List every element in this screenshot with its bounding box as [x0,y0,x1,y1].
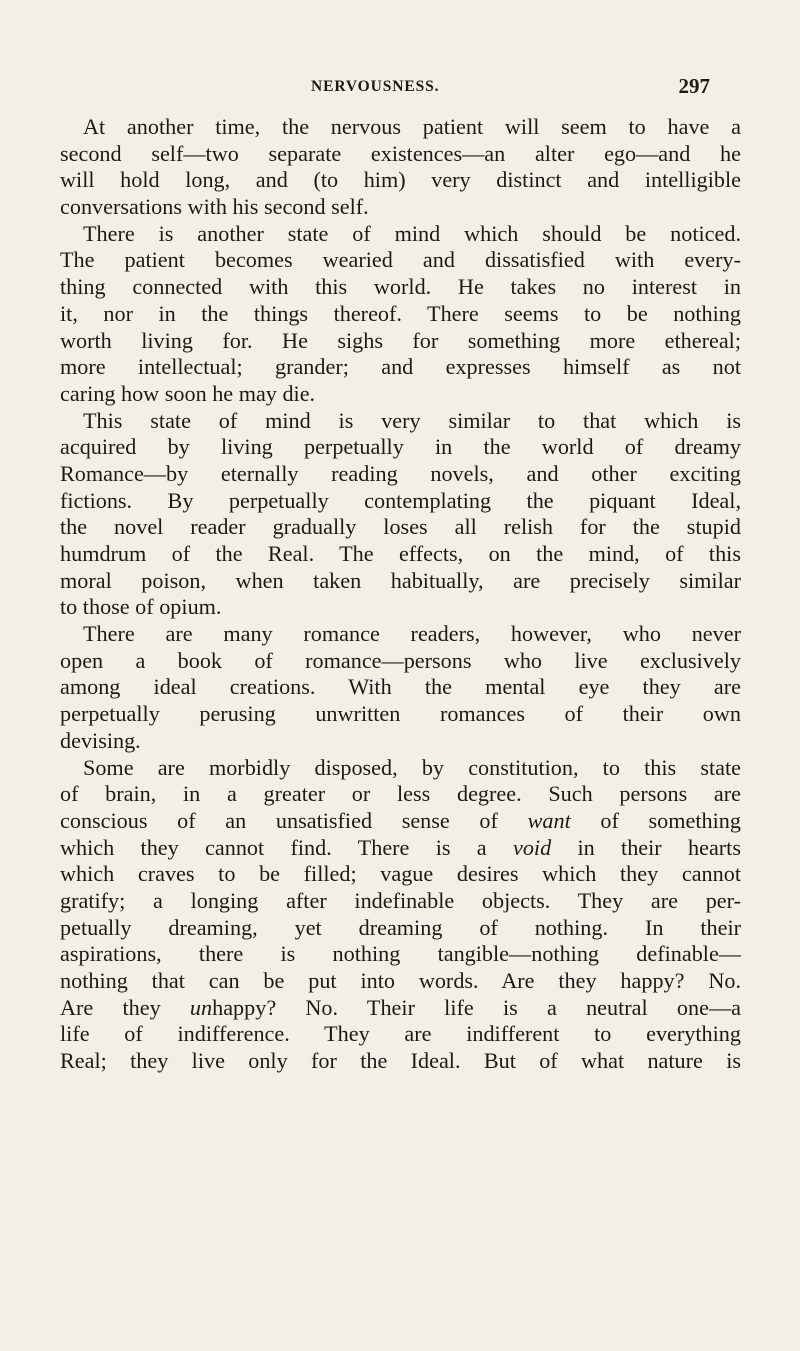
chapter-title: NERVOUSNESS. [311,78,440,95]
text-line: Are they unhappy? No. Their life is a neutral one—a [60,994,741,1020]
text-line: nothing that can be put into words. Are they happy? No. [60,968,741,993]
text-line: petually dreaming, yet dreaming of nothing. In their [60,914,741,940]
text-line: among ideal creations. With the mental eye they are [60,674,741,700]
text-line: Real; they live only for the Ideal. But of what nature is [60,1048,741,1074]
running-head [60,74,740,104]
text-line: to those of opium. [60,594,222,620]
text-line: gratify; a longing after indefinable objects. They are per- [60,887,741,913]
text-line: moral poison, when taken habitually, are precisely similar [60,567,741,593]
text-line: This state of mind is very similar to that which is [83,407,741,433]
text-line: open a book of romance—persons who live exclusively [60,647,741,673]
text-line: devising. [60,727,141,753]
text-line: second self—two separate existences—an alter ego—and he [60,140,741,166]
text-line: fictions. By perpetually contemplating the piquant Ideal, [60,487,741,513]
text-line: The patient becomes wearied and dissatisfied with every- [60,247,741,273]
text-line: At another time, the nervous patient will seem to have a [83,114,741,139]
text-line: thing connected with this world. He takes no interest in [60,274,741,300]
text-line: conscious of an unsatisfied sense of want of something [60,807,741,833]
text-line: perpetually perusing unwritten romances of their own [60,701,741,727]
text-line: of brain, in a greater or less degree. Such persons are [60,781,741,807]
text-line: acquired by living perpetually in the world of dreamy [60,434,741,460]
body-text [60,114,741,1075]
text-line: Romance—by eternally reading novels, and other exciting [60,460,741,486]
text-line: worth living for. He sighs for something more ethereal; [60,327,741,353]
text-line: the novel reader gradually loses all relish for the stupid [60,514,741,540]
text-line: conversations with his second self. [60,194,369,220]
text-line: There is another state of mind which should be noticed. [83,220,741,246]
text-line: There are many romance readers, however, who never [83,621,741,647]
text-line: life of indifference. They are indifferent to everything [60,1021,741,1047]
text-line: which they cannot find. There is a void in their hearts [60,834,741,860]
page-number: 297 [678,74,710,98]
text-line: humdrum of the Real. The effects, on the mind, of this [60,541,741,566]
text-line: more intellectual; grander; and expresses himself as not [60,354,741,380]
text-line: aspirations, there is nothing tangible—nothing definable— [60,941,741,967]
text-line: which craves to be filled; vague desires which they cannot [60,861,741,887]
text-line: caring how soon he may die. [60,380,316,406]
text-line: will hold long, and (to him) very distinct and intelligible [60,167,741,193]
text-line: Some are morbidly disposed, by constitution, to this state [83,754,741,780]
text-line: it, nor in the things thereof. There seems to be nothing [60,300,741,326]
